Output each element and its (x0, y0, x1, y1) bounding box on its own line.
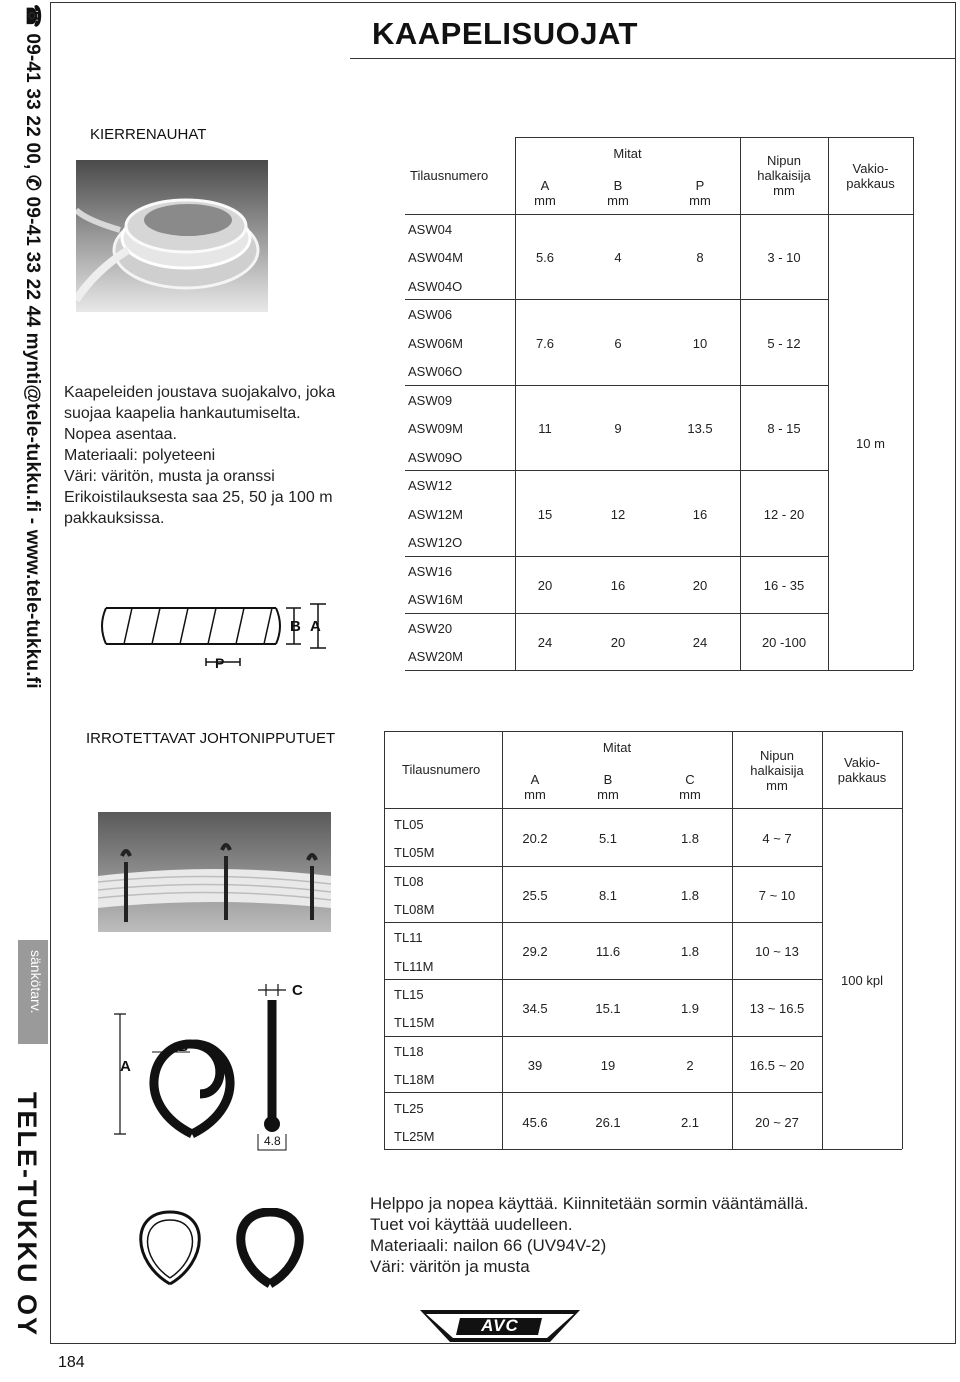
t1-b: 9 (614, 421, 622, 436)
t2-a: 20.2 (522, 831, 548, 846)
t1-order: ASW16 (408, 564, 453, 579)
t2-pack: 100 kpl (841, 973, 883, 988)
t2-n: 4 ~ 7 (762, 831, 792, 846)
t2-header-b: B (603, 772, 613, 787)
t2-header-mitat: Mitat (602, 740, 632, 755)
contact-info: ☎ 09-41 33 22 00, ✆ 09-41 33 22 44 mynti@tele-tukku.fi - www.tele-tukku.fi (22, 4, 43, 689)
section-note: sänkötarv. (28, 950, 44, 1014)
t1-n: 5 - 12 (767, 336, 801, 351)
label-b: B (290, 618, 301, 635)
label-p: P (215, 655, 225, 671)
t1-b: 12 (610, 507, 626, 522)
t1-order: ASW06M (408, 336, 463, 351)
t2-header-order: Tilausnumero (402, 762, 481, 777)
t1-header-order: Tilausnumero (410, 168, 489, 183)
t2-order: TL08 (394, 874, 424, 889)
cable-tie-outlines (130, 1208, 310, 1288)
page-title: KAAPELISUOJAT (371, 16, 638, 51)
t1-p: 13.5 (687, 421, 713, 436)
t2-b: 15.1 (595, 1001, 621, 1016)
t1-b: 6 (614, 336, 622, 351)
t1-a: 5.6 (535, 250, 555, 265)
t2-order: TL18 (394, 1044, 424, 1059)
t2-order: TL15 (394, 987, 424, 1002)
t2-a: 45.6 (522, 1115, 548, 1130)
t2-header-vakio: Vakio- (844, 755, 880, 770)
t1-n: 12 - 20 (763, 507, 805, 522)
t2-order: TL05M (394, 845, 435, 860)
t2-b: 11.6 (595, 944, 621, 959)
t1-a: 7.6 (535, 336, 555, 351)
t2-order: TL05 (394, 817, 424, 832)
t2-c: 1.9 (680, 1001, 700, 1016)
t2-order: TL11 (394, 930, 423, 945)
t2-order: TL25 (394, 1101, 424, 1116)
t2-order: TL11M (394, 959, 434, 974)
t1-order: ASW09O (408, 450, 463, 465)
t1-header-p: P (695, 178, 705, 193)
section-heading-kierrenauhat: KIERRENAUHAT (90, 126, 207, 143)
t1-b: 20 (610, 635, 626, 650)
t1-b: 4 (614, 250, 622, 265)
t2-b: 19 (600, 1058, 616, 1073)
t1-a: 20 (537, 578, 553, 593)
t1-order: ASW06O (408, 364, 463, 379)
t1-p: 20 (692, 578, 708, 593)
t1-header-mitat: Mitat (613, 146, 642, 161)
t1-order: ASW12 (408, 478, 453, 493)
label-a: A (120, 1058, 131, 1075)
t2-order: TL18M (394, 1072, 435, 1087)
t1-header-b: B (613, 178, 623, 193)
page-number: 184 (58, 1354, 85, 1371)
t1-b: 16 (610, 578, 626, 593)
cable-tie-dimension-diagram (112, 974, 322, 1154)
t1-header-a: A (540, 178, 550, 193)
t1-p: 10 (692, 336, 708, 351)
t2-a: 39 (527, 1058, 543, 1073)
spiral-dimension-diagram (96, 600, 336, 672)
label-b: B (178, 1038, 189, 1054)
avc-logo-text: AVC (481, 1316, 519, 1335)
t2-header-a: A (530, 772, 540, 787)
t2-header-nipun: Nipun (760, 748, 794, 763)
t1-order: ASW20 (408, 621, 453, 636)
cable-tie-photo (98, 812, 331, 932)
t1-n: 16 - 35 (763, 578, 805, 593)
label-dim: 4.8 (264, 1134, 281, 1148)
t1-order: ASW20M (408, 649, 463, 664)
spiral-wrap-photo (76, 160, 268, 312)
t1-order: ASW09 (408, 393, 453, 408)
t2-c: 1.8 (680, 944, 700, 959)
t2-b: 5.1 (598, 831, 618, 846)
t2-c: 2 (686, 1058, 694, 1073)
t2-a: 25.5 (522, 888, 548, 903)
t2-a: 34.5 (522, 1001, 548, 1016)
brand-name: TELE-TUKKU OY (12, 1092, 42, 1337)
t2-n: 10 ~ 13 (755, 944, 799, 959)
section1-description: Kaapeleiden joustava suojakalvo, joka suojaa kaapelia hankautumiselta. Nopea asentaa. Materiaali: polyeteeni Väri: väritön, musta ja oranssi Erikoistilauksesta saa 25, 50 ja 100 m pakkauksissa. (64, 384, 336, 527)
t2-header-c: C (685, 772, 695, 787)
t1-order: ASW04 (408, 222, 453, 237)
t1-order: ASW12O (408, 535, 463, 550)
label-a: A (310, 618, 321, 635)
t1-p: 24 (692, 635, 708, 650)
t1-order: ASW09M (408, 421, 463, 436)
t1-order: ASW04M (408, 250, 463, 265)
t1-a: 11 (538, 421, 552, 436)
t2-n: 16.5 ~ 20 (749, 1058, 805, 1073)
t1-a: 15 (537, 507, 553, 522)
t1-header-nipun: Nipun (767, 153, 801, 168)
t1-p: 8 (696, 250, 704, 265)
t2-n: 20 ~ 27 (755, 1115, 799, 1130)
sidebar (0, 0, 48, 1382)
t1-p: 16 (692, 507, 708, 522)
t1-pack: 10 m (856, 436, 885, 451)
t2-b: 8.1 (598, 888, 618, 903)
t1-order: ASW04O (408, 279, 463, 294)
section-heading-johtonipputuet: IRROTETTAVAT JOHTONIPPUTUET (86, 730, 336, 747)
label-c: C (292, 982, 303, 999)
t1-n: 8 - 15 (767, 421, 801, 436)
t1-order: ASW06 (408, 307, 453, 322)
t2-c: 1.8 (680, 831, 700, 846)
t2-a: 29.2 (522, 944, 548, 959)
t2-b: 26.1 (595, 1115, 621, 1130)
section2-description: Helppo ja nopea käyttää. Kiinnitetään sormin vääntämällä. Tuet voi käyttää uudelleen. Materiaali: nailon 66 (UV94V-2) Väri: väritön ja musta (370, 1194, 809, 1276)
t2-order: TL25M (394, 1129, 435, 1144)
t1-header-vakio: Vakio- (852, 161, 889, 176)
t2-n: 13 ~ 16.5 (749, 1001, 805, 1016)
t1-n: 3 - 10 (767, 250, 801, 265)
t1-a: 24 (537, 635, 553, 650)
t2-n: 7 ~ 10 (758, 888, 796, 903)
t2-order: TL08M (394, 902, 435, 917)
t1-n: 20 -100 (761, 635, 807, 650)
t2-c: 2.1 (680, 1115, 700, 1130)
t2-c: 1.8 (680, 888, 700, 903)
avc-logo (420, 1308, 580, 1344)
t1-order: ASW12M (408, 507, 463, 522)
t1-order: ASW16M (408, 592, 463, 607)
t2-order: TL15M (394, 1015, 435, 1030)
